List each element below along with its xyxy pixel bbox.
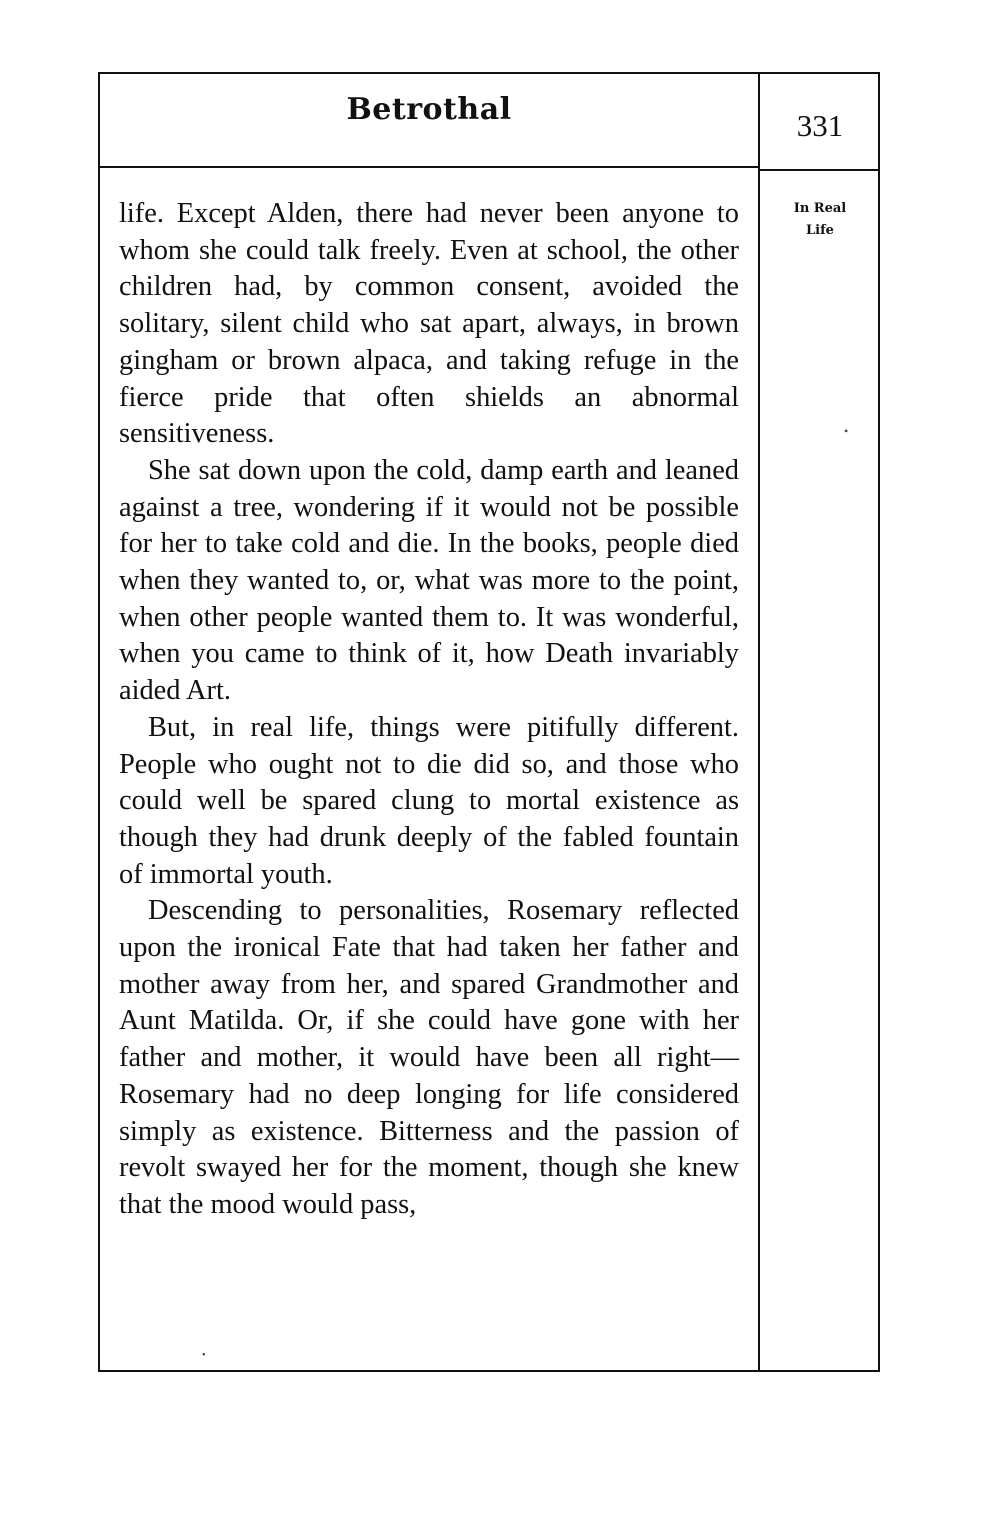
- body-text: [119, 196, 739, 1224]
- margin-column-divider: [758, 72, 760, 1372]
- page-number-rule: [758, 169, 880, 171]
- margin-note: [772, 198, 868, 242]
- paragraph-1: life. Except Alden, there had never been anyone to whom she could talk freely. Even at school, the other children had, by common consent, avoided the solitary, silent child who sat apart, always, in brown gingham or brown alpaca, and taking refuge in the fierce pride that often shields an abnormal sensitiveness.: [119, 198, 739, 450]
- page-number: 331: [796, 108, 844, 143]
- margin-note-line-2: Life: [806, 223, 834, 238]
- running-title: Betrothal: [346, 92, 512, 127]
- margin-ink-mark-icon: •: [844, 424, 849, 438]
- paragraph-3: But, in real life, things were pitifully different. People who ought not to die did so, and those who could well be spared clung to mortal existence as though they had drunk deeply of the fabled fountain of immortal youth.: [119, 711, 739, 890]
- header-rule: [98, 166, 760, 168]
- paragraph-2: She sat down upon the cold, damp earth and leaned against a tree, wondering if it would not be possible for her to take cold and die. In the books, people died when they wanted to, or, what was more to the point, when other people wanted them to. It was wonderful, when you came to think of it, how Death invariably aided Art.: [119, 454, 739, 707]
- margin-note-line-1: In Real: [793, 201, 847, 216]
- paragraph-4: Descending to personalities, Rosemary reflected upon the ironical Fate that had taken her father and mother away from her, and spared Grandmother and Aunt Matilda. Or, if she could have gone with her father and mother, it would have been all right—Rosemary had no deep longing for life considered simply as existence. Bitterness and the passion of revolt swayed her for the moment, though she knew that the mood would pass,: [119, 895, 739, 1220]
- stray-ink-dot-icon: •: [202, 1350, 206, 1361]
